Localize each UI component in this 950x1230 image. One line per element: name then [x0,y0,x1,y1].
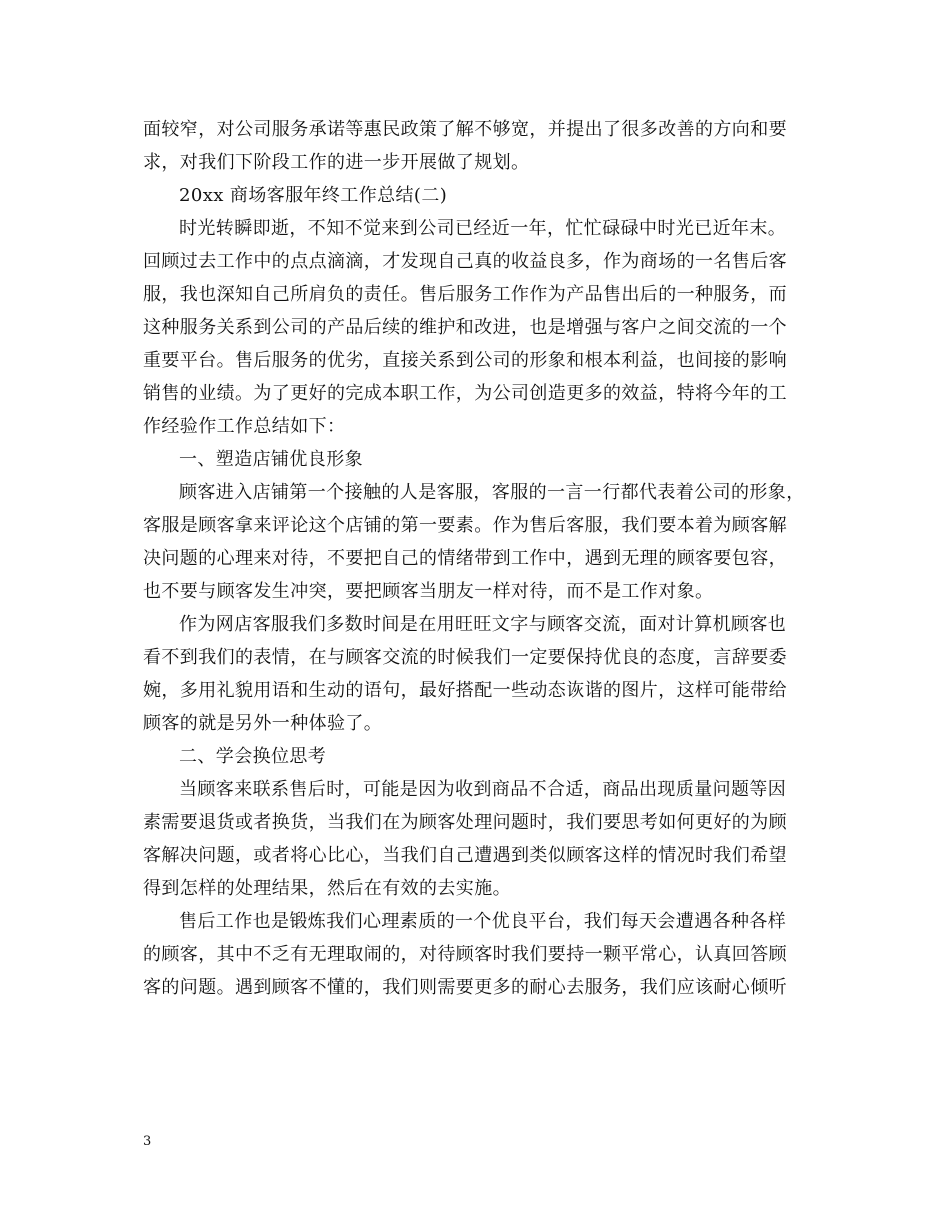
text-line: 服，我也深知自己所肩负的责任。售后服务工作作为产品售出后的一种服务，而 [143,284,787,305]
text-line: 作为网店客服我们多数时间是在用旺旺文字与顾客交流，面对计算机顾客也 [179,614,787,635]
text-line: 得到怎样的处理结果，然后在有效的去实施。 [143,878,511,899]
text-line: 当顾客来联系售后时，可能是因为收到商品不合适，商品出现质量问题等因 [179,779,787,800]
text-line: 一、塑造店铺优良形象 [179,449,363,470]
text-line: 婉，多用礼貌用语和生动的语句，最好搭配一些动态诙谐的图片，这样可能带给 [143,680,787,701]
text-line: 也不要与顾客发生冲突，要把顾客当朋友一样对待，而不是工作对象。 [143,581,714,602]
text-line: 作经验作工作总结如下： [143,416,346,437]
text-line: 这种服务关系到公司的产品后续的维护和改进，也是增强与客户之间交流的一个 [143,317,787,338]
text-line: 售后工作也是锻炼我们心理素质的一个优良平台，我们每天会遭遇各种各样 [179,911,787,932]
text-line: 重要平台。售后服务的优劣，直接关系到公司的形象和根本利益，也间接的影响 [143,350,787,371]
text-line: 顾客进入店铺第一个接触的人是客服，客服的一言一行都代表着公司的形象， [179,482,805,503]
text-line: 销售的业绩。为了更好的完成本职工作，为公司创造更多的效益，特将今年的工 [143,383,787,404]
text-line: 决问题的心理来对待，不要把自己的情绪带到工作中，遇到无理的顾客要包容， [143,548,787,569]
text-line: 看不到我们的表情，在与顾客交流的时候我们一定要保持优良的态度，言辞要委 [143,647,787,668]
text-line: 20xx 商场客服年终工作总结(二) [179,185,448,206]
text-line: 客解决问题，或者将心比心，当我们自己遭遇到类似顾客这样的情况时我们希望 [143,845,787,866]
page-number: 3 [143,1134,152,1149]
text-line: 面较窄，对公司服务承诺等惠民政策了解不够宽，并提出了很多改善的方向和要 [143,119,787,140]
text-line: 的顾客，其中不乏有无理取闹的，对待顾客时我们要持一颗平常心，认真回答顾 [143,944,787,965]
text-line: 素需要退货或者换货，当我们在为顾客处理问题时，我们要思考如何更好的为顾 [143,812,787,833]
text-line: 顾客的就是另外一种体验了。 [143,713,383,734]
text-line: 二、学会换位思考 [179,746,327,767]
text-line: 求，对我们下阶段工作的进一步开展做了规划。 [143,152,530,173]
text-line: 时光转瞬即逝，不知不觉来到公司已经近一年，忙忙碌碌中时光已近年末。 [179,218,787,239]
text-line: 客服是顾客拿来评论这个店铺的第一要素。作为售后客服，我们要本着为顾客解 [143,515,787,536]
text-line: 回顾过去工作中的点点滴滴，才发现自己真的收益良多，作为商场的一名售后客 [143,251,787,272]
text-line: 客的问题。遇到顾客不懂的，我们则需要更多的耐心去服务，我们应该耐心倾听 [143,977,787,998]
